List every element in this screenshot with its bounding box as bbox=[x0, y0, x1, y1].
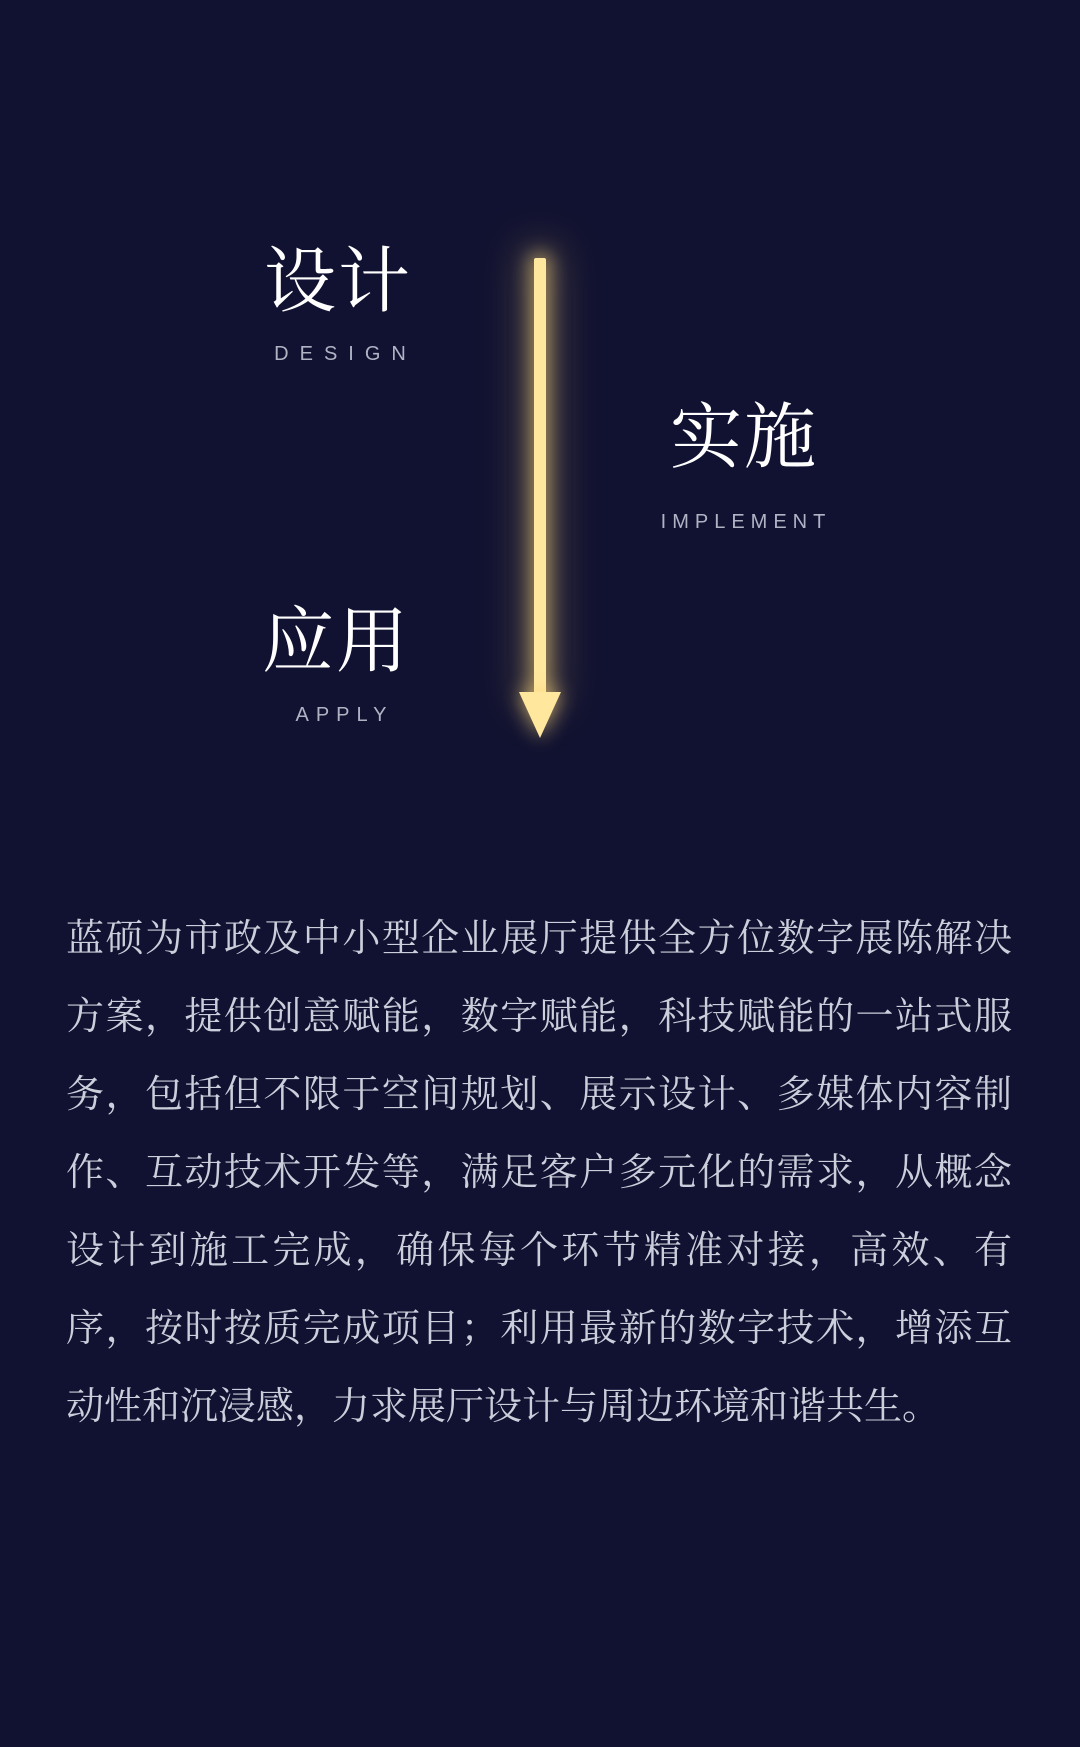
step-implement-title: 实施 bbox=[669, 398, 819, 478]
paragraph-line: 动性和沉浸感，力求展厅设计与周边环境和谐共生。 bbox=[66, 1386, 941, 1428]
step-implement-subtitle: IMPLEMENT bbox=[660, 511, 832, 533]
paragraph-line: 蓝硕为市政及中小型企业展厅提供全方位数字展陈解决 bbox=[66, 918, 1012, 960]
description-paragraph bbox=[66, 900, 1012, 1446]
paragraph-line: 方案，提供创意赋能，数字赋能，科技赋能的一站式服 bbox=[66, 996, 1012, 1038]
step-apply-title: 应用 bbox=[261, 602, 411, 682]
paragraph-line: 务，包括但不限于空间规划、展示设计、多媒体内容制 bbox=[66, 1074, 1012, 1116]
down-arrow-shaft bbox=[534, 258, 546, 696]
paragraph-line: 设计到施工完成，确保每个环节精准对接，高效、有 bbox=[66, 1230, 1012, 1272]
paragraph-line: 作、互动技术开发等，满足客户多元化的需求，从概念 bbox=[66, 1152, 1012, 1194]
step-apply-subtitle: APPLY bbox=[295, 704, 394, 726]
paragraph-line: 序，按时按质完成项目；利用最新的数字技术，增添互 bbox=[66, 1308, 1012, 1350]
step-design-title: 设计 bbox=[263, 242, 413, 322]
down-arrow-head bbox=[519, 692, 561, 738]
step-design-subtitle: DESIGN bbox=[274, 343, 417, 365]
